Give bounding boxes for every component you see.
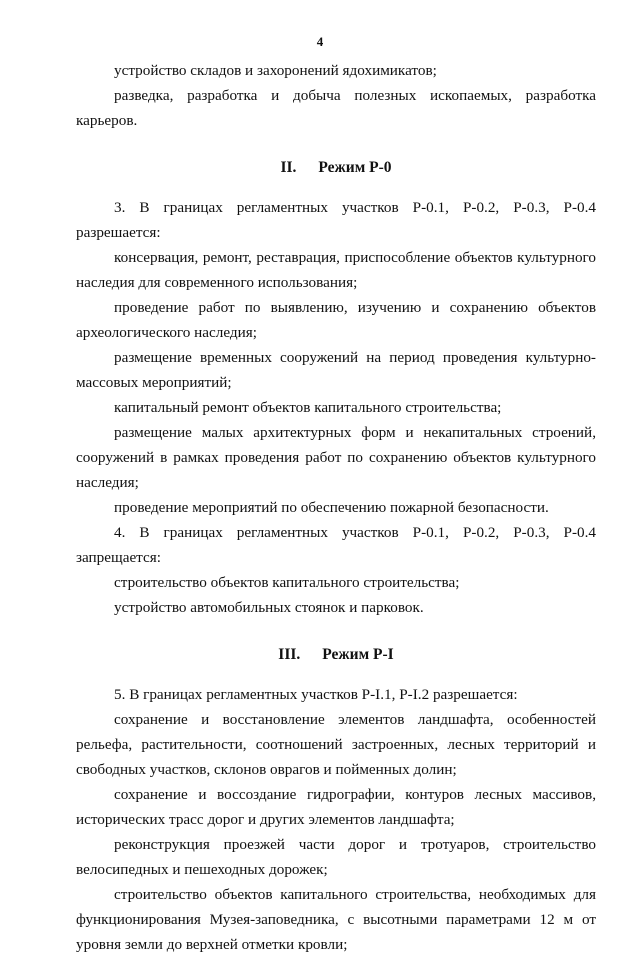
section-heading-r1 (76, 642, 596, 667)
section-title: Режим Р-I (322, 646, 394, 663)
section-title: Режим Р-0 (318, 159, 392, 176)
paragraph-mining-ban: разведка, разработка и добыча полезных ископаемых, разработка карьеров. (76, 87, 596, 129)
section-number: II. (280, 159, 297, 176)
section-heading-r0 (76, 155, 596, 180)
list-item: капитальный ремонт объектов капитального строительства; (114, 399, 502, 416)
list-item: сохранение и воссоздание гидрографии, контуров лесных массивов, исторических трасс дорог и других элементов ландшафта; (76, 786, 596, 828)
paragraph-4: 4. В границах регламентных участков Р-0.1, Р-0.2, Р-0.3, Р-0.4 запрещается: (76, 524, 596, 566)
list-item: реконструкция проезжей части дорог и тротуаров, строительство велосипедных и пешеходных дорожек; (76, 836, 596, 878)
list-item: устройство автомобильных стоянок и парковок. (114, 599, 424, 616)
paragraph-3: 3. В границах регламентных участков Р-0.1, Р-0.2, Р-0.3, Р-0.4 разрешается: (76, 199, 596, 241)
document-body (76, 58, 596, 957)
list-item: строительство объектов капитального строительства, необходимых для функционирования Музея-заповедника, с высотными параметрами 12 м от уровня земли до верхней отметки кровли; (76, 886, 596, 953)
paragraph-5: 5. В границах регламентных участков Р-I.1, Р-I.2 разрешается: (114, 686, 518, 703)
section-number: III. (278, 646, 301, 663)
page-number: 4 (316, 34, 324, 49)
list-item: размещение временных сооружений на период проведения культурно-массовых мероприятий; (76, 349, 596, 391)
list-item: консервация, ремонт, реставрация, приспособление объектов культурного наследия для современного использования; (76, 249, 596, 291)
list-item: проведение мероприятий по обеспечению пожарной безопасности. (114, 499, 549, 516)
list-item: размещение малых архитектурных форм и некапитальных строений, сооружений в рамках проведения работ по сохранению объектов культурного наследия; (76, 424, 596, 491)
list-item: строительство объектов капитального строительства; (114, 574, 460, 591)
list-item: сохранение и восстановление элементов ландшафта, особенностей рельефа, растительности, соотношений застроенных, лесных территорий и свободных участков, склонов оврагов и пойменных долин; (76, 711, 596, 778)
list-item: проведение работ по выявлению, изучению и сохранению объектов археологического наследия; (76, 299, 596, 341)
paragraph-storage-ban: устройство складов и захоронений ядохимикатов; (114, 62, 437, 79)
